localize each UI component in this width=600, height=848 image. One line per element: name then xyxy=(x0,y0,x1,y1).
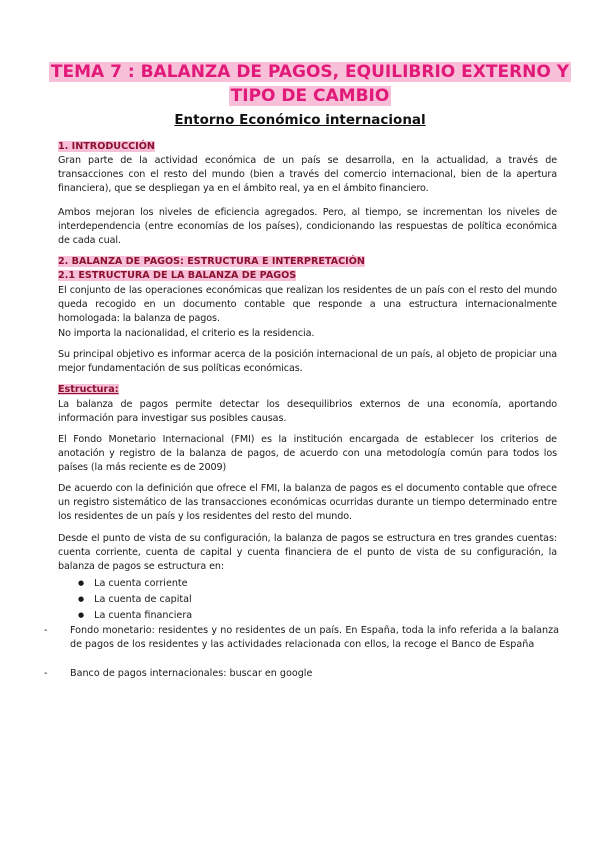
page-title xyxy=(30,60,590,84)
section-heading-2-1 xyxy=(58,269,296,283)
page-title-cont xyxy=(30,84,590,108)
dash-item-fondo-monetario xyxy=(44,624,559,652)
section-heading-2 xyxy=(58,255,365,269)
s21-paragraph-1b: No importa la nacionalidad, el criterio es la residencia. xyxy=(58,328,315,339)
cuentas-list xyxy=(78,576,192,624)
estructura-paragraph-2: El Fondo Monetario Internacional (FMI) es la institución encargada de establecer los criterios de anotación y registro de la balanza de pagos, de acuerdo con una metodología común para todos los países (la más reciente es de 2009) xyxy=(58,434,557,473)
estructura-heading xyxy=(58,383,119,397)
section-heading-intro xyxy=(58,140,155,154)
s21-paragraph-1: El conjunto de las operaciones económicas que realizan los residentes de un país con el resto del mundo queda recogido en un documento contable que responde a una estructura internacionalmente homologada: la balanza de pagos. xyxy=(58,285,557,324)
intro-heading-text: 1. INTRODUCCIÓN xyxy=(58,141,155,152)
dash-mark: - xyxy=(44,625,48,636)
s21-heading-text: 2.1 ESTRUCTURA DE LA BALANZA DE PAGOS xyxy=(58,270,297,281)
dash-item-text: Banco de pagos internacionales: buscar en google xyxy=(70,668,313,679)
estructura-paragraph-3: De acuerdo con la definición que ofrece el FMI, la balanza de pagos es el documento contable que ofrece un registro sistemático de las transacciones económicas ocurridas durante un tiempo determinado entre los residentes de un país y los residentes del resto del mundo. xyxy=(58,483,557,522)
estructura-paragraph-1: La balanza de pagos permite detectar los desequilibrios externos de una economía, aportando información para investigar sus posibles causas. xyxy=(58,399,557,424)
s21-paragraph-2: Su principal objetivo es informar acerca de la posición internacional de un país, al objeto de propiciar una mejor fundamentación de sus políticas económicas. xyxy=(58,349,557,374)
dash-item-banco-pagos xyxy=(44,667,559,681)
list-item: ● La cuenta de capital xyxy=(78,592,192,608)
page-subtitle: Entorno Económico internacional xyxy=(174,112,426,128)
list-item: ● La cuenta corriente xyxy=(78,576,192,592)
list-item: ● La cuenta financiera xyxy=(78,608,192,624)
title-line-2: TIPO DE CAMBIO xyxy=(230,86,390,106)
title-line-1: TEMA 7 : BALANZA DE PAGOS, EQUILIBRIO EXTERNO Y xyxy=(50,62,570,82)
estructura-paragraph-4: Desde el punto de vista de su configuración, la balanza de pagos se estructura en tres grandes cuentas: cuenta corriente, cuenta de capital y cuenta financiera de el punto de vista de su configuración, la balanza de pagos se estructura en: xyxy=(58,533,557,572)
intro-paragraph-1: Gran parte de la actividad económica de un país se desarrolla, en la actualidad, a través de transacciones con el resto del mundo (bien a través del comercio internacional, bien de la apertura financiera), que se despliegan ya en el ámbito real, ya en el ámbito financiero. xyxy=(58,155,557,194)
dash-mark: - xyxy=(44,668,48,679)
intro-paragraph-2: Ambos mejoran los niveles de eficiencia agregados. Pero, al tiempo, se incrementan los niveles de interdependencia (entre economías de los países), condicionando las respuestas de política económica de cada cual. xyxy=(58,207,557,246)
s2-heading-text: 2. BALANZA DE PAGOS: ESTRUCTURA E INTERPRETACIÓN xyxy=(58,256,365,267)
dash-item-text: Fondo monetario: residentes y no residentes de un país. En España, toda la info referida a la balanza de pagos de los residentes y las actividades relacionada con ellos, la recoge el Banco de España xyxy=(70,625,559,650)
estructura-heading-text: Estructura: xyxy=(58,384,119,395)
